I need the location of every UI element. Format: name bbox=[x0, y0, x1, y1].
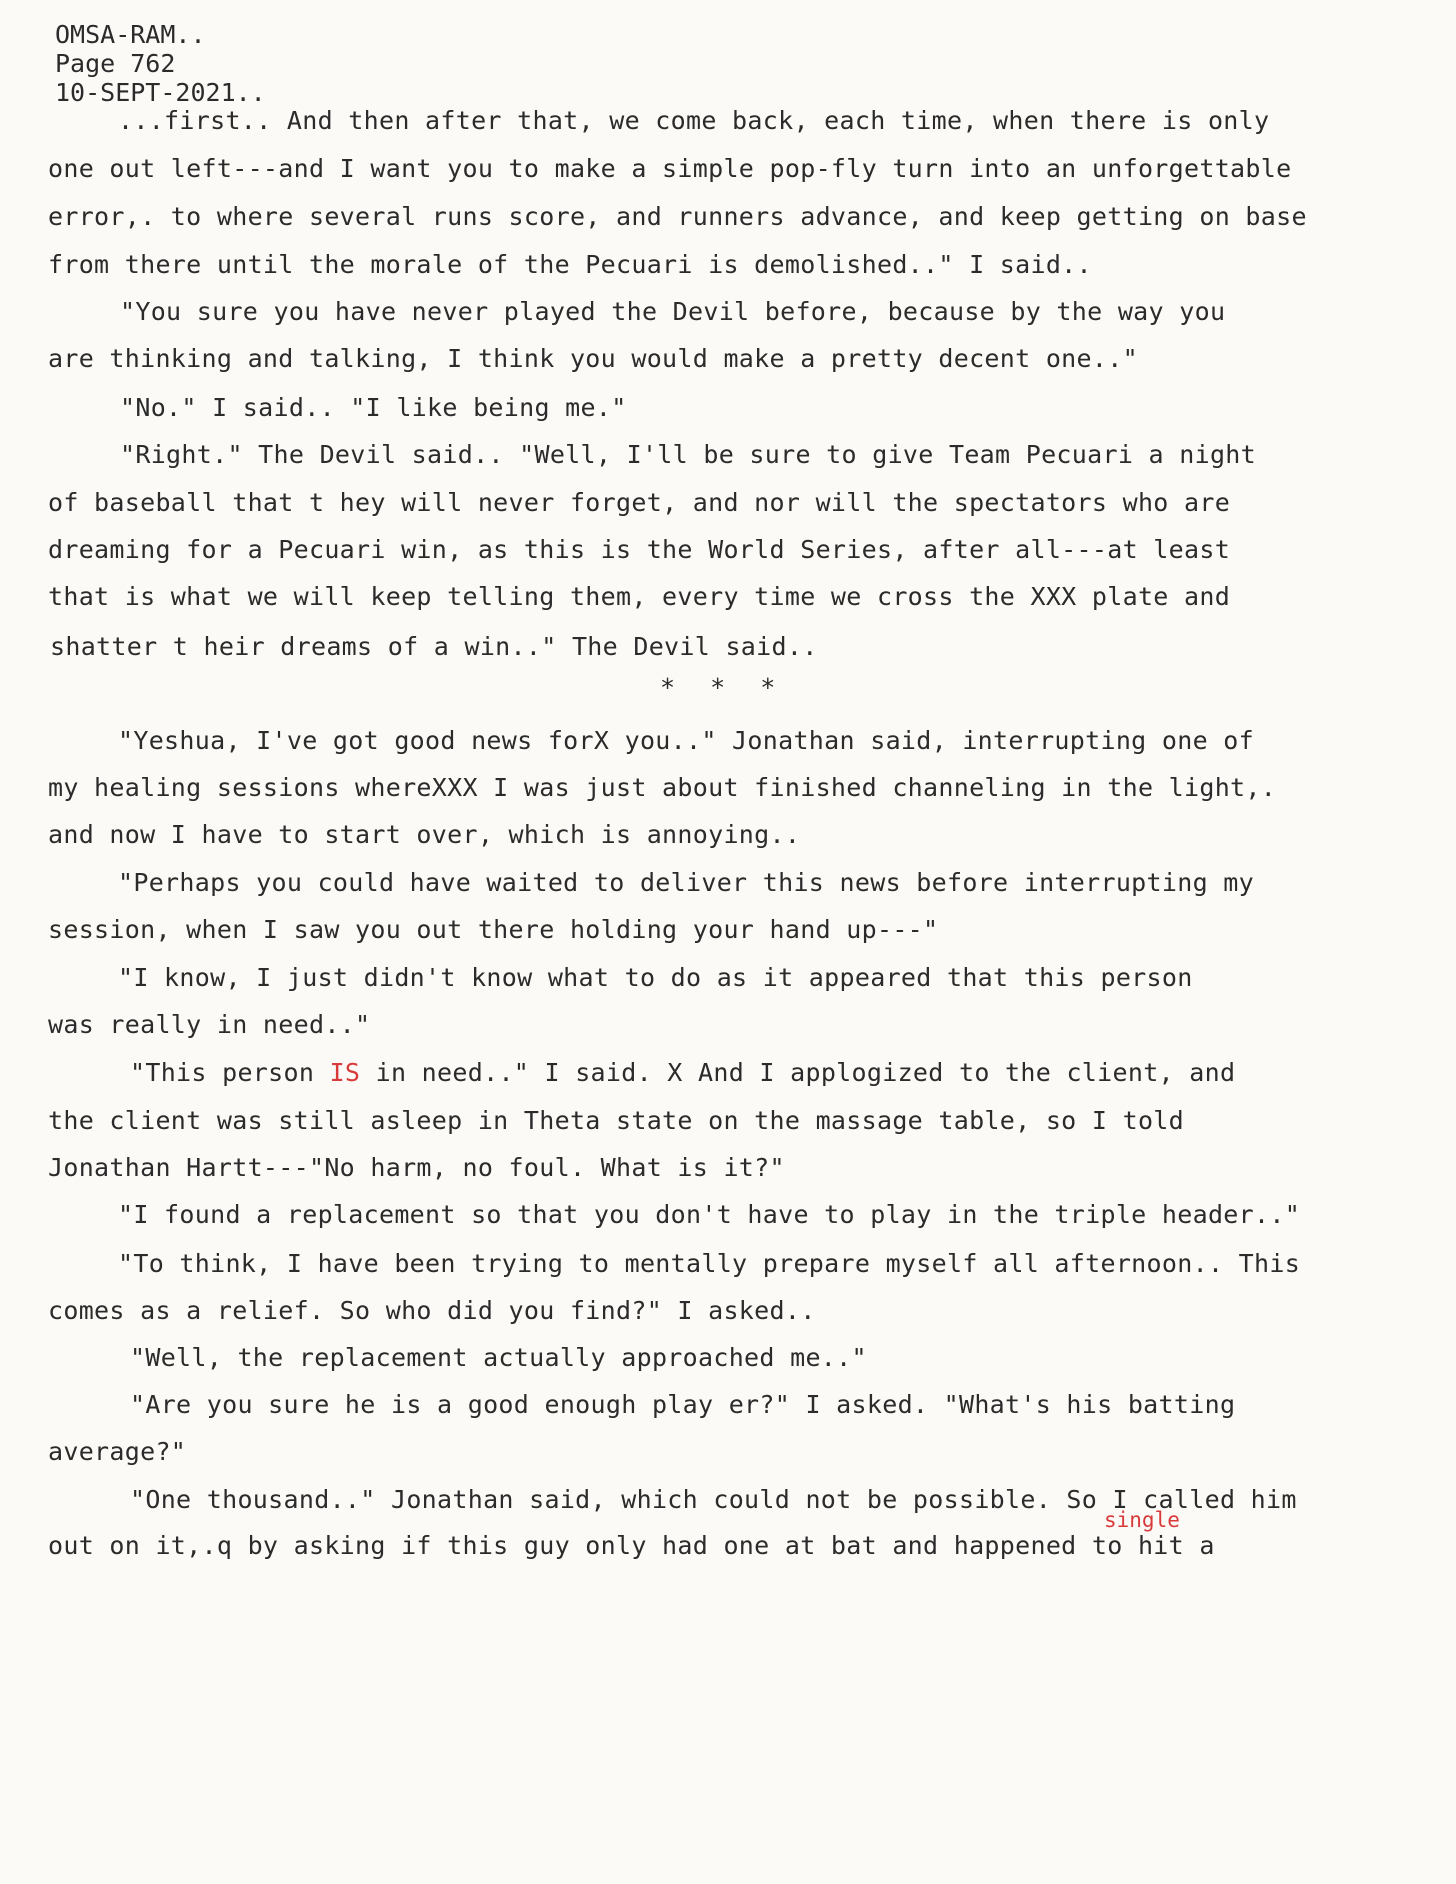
text-line: the client was still asleep in Theta state on the massage table, so I told bbox=[48, 1106, 1184, 1135]
text-line: my healing sessions whereXXX I was just about finished channeling in the light,. bbox=[48, 773, 1277, 802]
text-line: "Well, the replacement actually approached me.." bbox=[130, 1343, 867, 1372]
text-line: "No." I said.. "I like being me." bbox=[120, 393, 627, 422]
text-line: "Yeshua, I've got good news forX you.." Jonathan said, interrupting one of bbox=[118, 726, 1254, 755]
text-line: of baseball that t hey will never forget, and nor will the spectators who are bbox=[48, 488, 1231, 517]
text-line: average?" bbox=[48, 1437, 187, 1466]
text-line: shatter t heir dreams of a win.." The Devil said.. bbox=[50, 632, 818, 661]
text-line: "I know, I just didn't know what to do as it appeared that this person bbox=[118, 963, 1193, 992]
text-line: "To think, I have been trying to mentally prepare myself all afternoon.. This bbox=[118, 1249, 1301, 1278]
text-line: comes as a relief. So who did you find?" I asked.. bbox=[48, 1296, 816, 1325]
text-line: "One thousand.." Jonathan said, which could not be possible. So I called him bbox=[130, 1485, 1297, 1514]
page-header bbox=[55, 20, 266, 107]
text-line: one out left---and I want you to make a simple pop-fly turn into an unforgettable bbox=[48, 154, 1292, 183]
text-line bbox=[130, 1058, 1235, 1087]
text-line: "Right." The Devil said.. "Well, I'll be sure to give Team Pecuari a night bbox=[120, 440, 1256, 469]
text-line: error,. to where several runs score, and runners advance, and keep getting on base bbox=[48, 202, 1307, 231]
text-line: that is what we will keep telling them, every time we cross the XXX plate and bbox=[48, 582, 1231, 611]
author-line: OMSA-RAM.. bbox=[55, 20, 206, 49]
page-number: Page 762 bbox=[55, 49, 176, 78]
text-line: "You sure you have never played the Devil before, because by the way you bbox=[120, 297, 1226, 326]
emphasis-red: IS bbox=[329, 1058, 361, 1087]
interlinear-correction: single bbox=[1104, 1508, 1180, 1532]
text-line: ...first.. And then after that, we come back, each time, when there is only bbox=[118, 106, 1270, 135]
text-line: dreaming for a Pecuari win, as this is the World Series, after all---at least bbox=[48, 535, 1231, 564]
text-line: "Perhaps you could have waited to deliver this news before interrupting my bbox=[118, 868, 1254, 897]
text-line: Jonathan Hartt---"No harm, no foul. What is it?" bbox=[48, 1153, 785, 1182]
text-line: "I found a replacement so that you don't have to play in the triple header.." bbox=[118, 1200, 1301, 1229]
text-line: "Are you sure he is a good enough play er?" I asked. "What's his batting bbox=[130, 1390, 1236, 1419]
scene-break: * * * bbox=[660, 673, 786, 702]
text-fragment: in need.." I said. X And I applogized to the client, and bbox=[360, 1058, 1236, 1087]
text-line: are thinking and talking, I think you would make a pretty decent one.." bbox=[48, 344, 1138, 373]
text-fragment: "This person bbox=[130, 1058, 330, 1087]
text-line: was really in need.." bbox=[48, 1010, 371, 1039]
text-line: session, when I saw you out there holding your hand up---" bbox=[48, 915, 939, 944]
text-line: out on it,.q by asking if this guy only had one at bat and happened to hit a bbox=[48, 1531, 1215, 1560]
text-line: and now I have to start over, which is annoying.. bbox=[48, 820, 801, 849]
date-line: 10-SEPT-2021.. bbox=[55, 78, 266, 107]
text-line: from there until the morale of the Pecuari is demolished.." I said.. bbox=[48, 250, 1092, 279]
